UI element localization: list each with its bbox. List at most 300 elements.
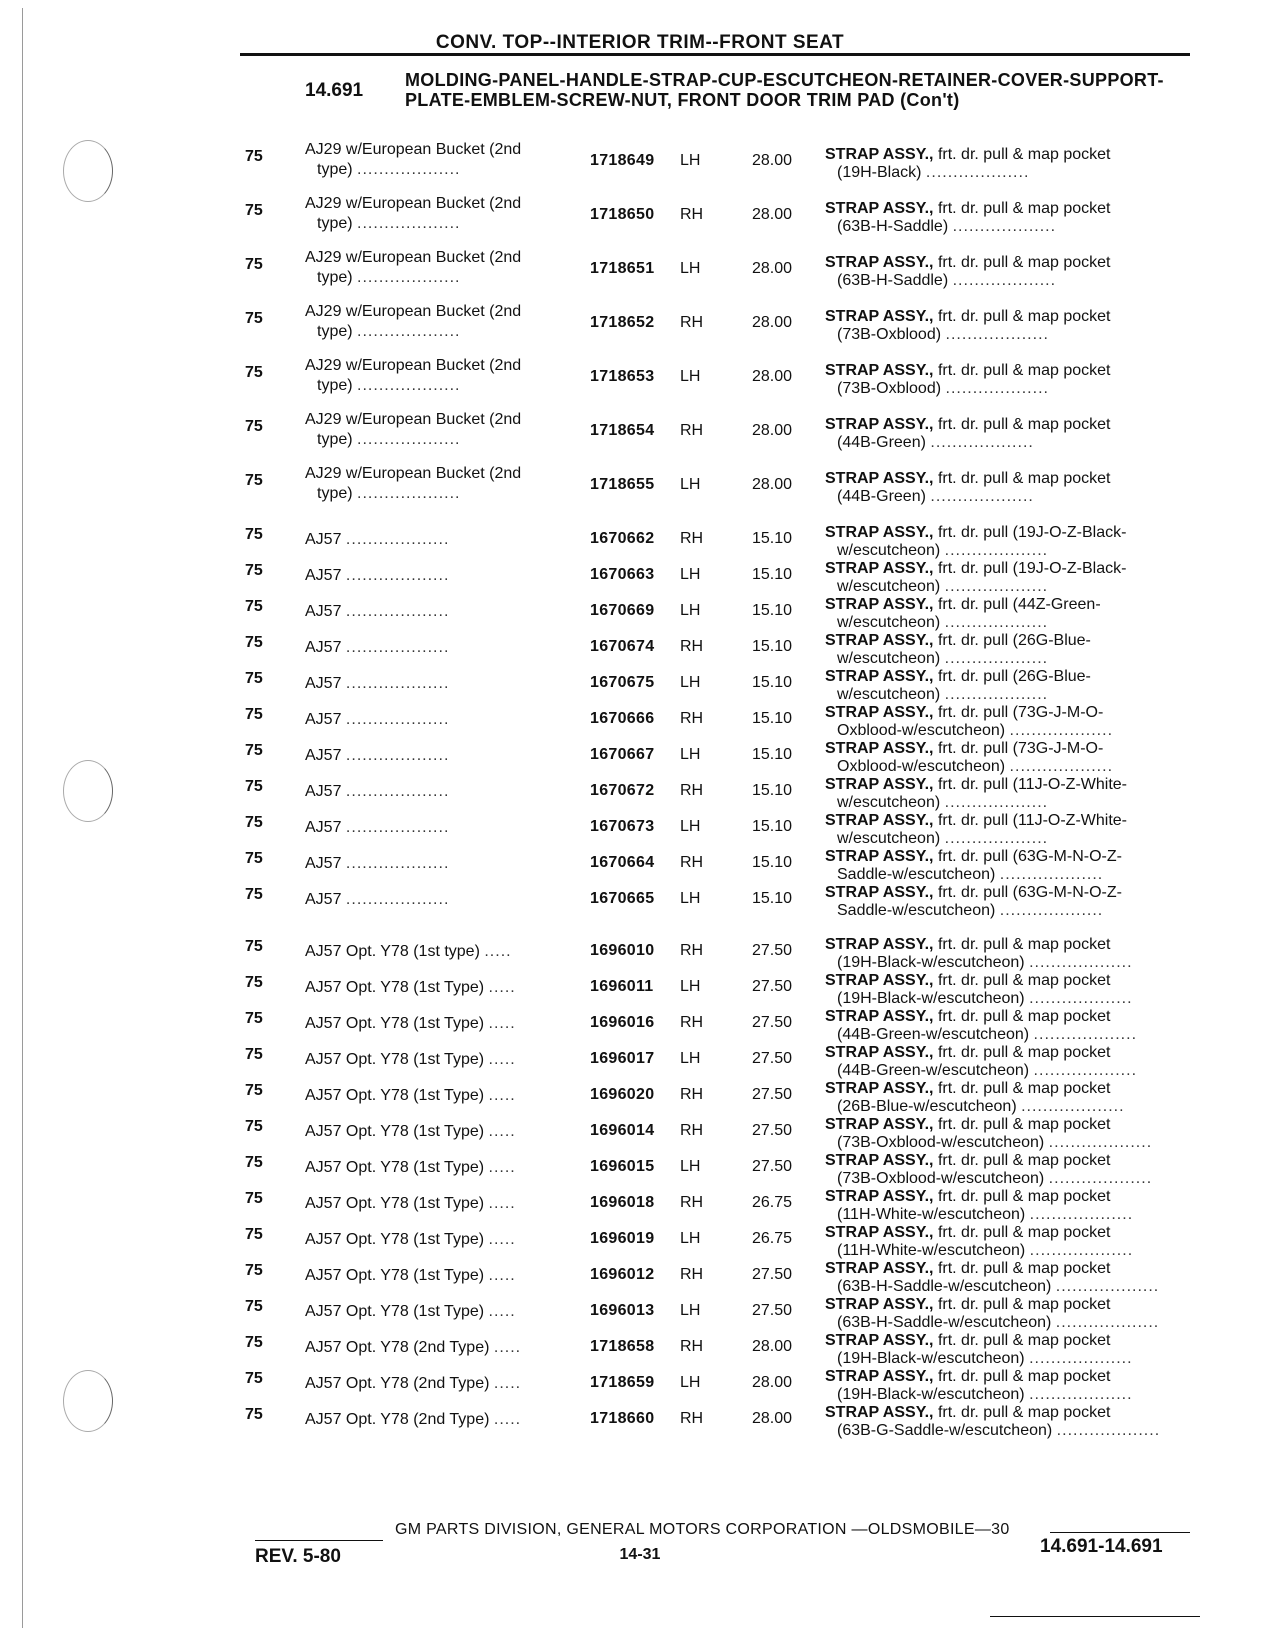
- side-cell: LH: [680, 1158, 701, 1175]
- description-text: frt. dr. pull & map pocket: [937, 254, 1111, 271]
- description-prefix: STRAP ASSY.,: [825, 560, 934, 577]
- price-cell: 27.50: [752, 978, 793, 995]
- model-text: type): [317, 269, 353, 286]
- part-number: 1718658: [590, 1338, 655, 1355]
- dot-leader: ...................: [345, 675, 450, 692]
- part-number: 1670662: [590, 530, 655, 547]
- description-line-2: [825, 434, 1200, 452]
- dot-leader: ...................: [945, 326, 1049, 343]
- price-cell: 28.00: [752, 152, 793, 169]
- model-line: [305, 734, 575, 766]
- description-line: [825, 1260, 1200, 1278]
- table-row: [0, 1002, 1280, 1042]
- model-cell: [305, 1290, 575, 1322]
- quantity-cell: 75: [245, 1046, 263, 1063]
- description-line: [825, 254, 1200, 272]
- part-number: 1718653: [590, 368, 655, 385]
- model-cell: [305, 930, 575, 962]
- table-row: [0, 930, 1280, 970]
- side-cell: RH: [680, 1194, 704, 1211]
- model-cell: [305, 1326, 575, 1358]
- dot-leader: ...................: [952, 218, 1057, 235]
- side-cell: LH: [680, 1302, 701, 1319]
- price-cell: 15.10: [752, 746, 793, 763]
- description-prefix: STRAP ASSY.,: [825, 1008, 934, 1025]
- description-line-2: [825, 164, 1200, 182]
- model-text: AJ57 Opt. Y78 (1st Type): [305, 1195, 485, 1212]
- part-number: 1718652: [590, 314, 655, 331]
- model-text: type): [317, 485, 353, 502]
- footer-rule: [255, 1540, 383, 1541]
- model-text: AJ57 Opt. Y78 (2nd Type): [305, 1375, 490, 1392]
- description-text: frt. dr. pull & map pocket: [937, 362, 1111, 379]
- model-text: AJ57 Opt. Y78 (1st type): [305, 943, 480, 960]
- description-prefix: STRAP ASSY.,: [825, 308, 934, 325]
- bottom-rule: [990, 1616, 1200, 1617]
- model-text: AJ57 Opt. Y78 (1st Type): [305, 1231, 485, 1248]
- part-number: 1670663: [590, 566, 655, 583]
- model-cell: [305, 302, 575, 342]
- model-text: AJ57: [305, 675, 342, 692]
- model-line: AJ29 w/European Bucket (2nd: [305, 357, 522, 374]
- model-text: AJ57: [305, 603, 342, 620]
- description-color: (26B-Blue-w/escutcheon): [837, 1098, 1017, 1115]
- price-cell: 28.00: [752, 1338, 793, 1355]
- model-line-2: [305, 430, 575, 450]
- description-text: frt. dr. pull & map pocket: [937, 416, 1111, 433]
- model-cell: [305, 1362, 575, 1394]
- model-text: AJ57 Opt. Y78 (1st Type): [305, 979, 485, 996]
- description-cell: [825, 200, 1200, 236]
- model-text: AJ57 Opt. Y78 (1st Type): [305, 1303, 485, 1320]
- quantity-cell: 75: [245, 418, 263, 435]
- side-cell: RH: [680, 314, 704, 331]
- description-text: frt. dr. pull & map pocket: [937, 1008, 1111, 1025]
- dot-leader: ...................: [1029, 1242, 1134, 1259]
- part-number: 1718660: [590, 1410, 655, 1427]
- description-line: [825, 308, 1200, 326]
- description-color: (19H-Black-w/escutcheon): [837, 1386, 1025, 1403]
- part-number: 1696010: [590, 942, 655, 959]
- part-number: 1696020: [590, 1086, 655, 1103]
- price-cell: 27.50: [752, 942, 793, 959]
- price-cell: 15.10: [752, 818, 793, 835]
- model-line: AJ29 w/European Bucket (2nd: [305, 303, 522, 320]
- dot-leader: ...................: [345, 819, 450, 836]
- model-cell: [305, 1146, 575, 1178]
- description-color: (19H-Black): [837, 164, 922, 181]
- model-cell: [305, 698, 575, 730]
- part-number: 1718655: [590, 476, 655, 493]
- part-number: 1696019: [590, 1230, 655, 1247]
- dot-leader: ...................: [345, 711, 450, 728]
- description-color: w/escutcheon): [837, 542, 941, 559]
- description-line: [825, 1332, 1200, 1350]
- dot-leader: ...................: [999, 866, 1104, 883]
- dot-leader: ...................: [357, 269, 461, 286]
- model-cell: [305, 770, 575, 802]
- model-line: [305, 1002, 575, 1034]
- dot-leader: ...................: [345, 855, 450, 872]
- model-cell: [305, 590, 575, 622]
- description-prefix: STRAP ASSY.,: [825, 884, 934, 901]
- description-text: frt. dr. pull & map pocket: [937, 470, 1111, 487]
- part-number: 1696016: [590, 1014, 655, 1031]
- quantity-cell: 75: [245, 1010, 263, 1027]
- description-color: (44B-Green-w/escutcheon): [837, 1026, 1030, 1043]
- table-row: [0, 554, 1280, 594]
- table-row: [0, 140, 1280, 180]
- dot-leader: ...................: [345, 531, 450, 548]
- price-cell: 28.00: [752, 1410, 793, 1427]
- description-text: frt. dr. pull & map pocket: [937, 146, 1111, 163]
- description-line: [825, 884, 1200, 902]
- description-line: [825, 848, 1200, 866]
- model-line: [305, 1362, 575, 1394]
- dot-leader: ...................: [1009, 722, 1114, 739]
- model-line: [305, 770, 575, 802]
- model-text: AJ57: [305, 855, 342, 872]
- description-prefix: STRAP ASSY.,: [825, 416, 934, 433]
- quantity-cell: 75: [245, 706, 263, 723]
- table-row: [0, 1398, 1280, 1438]
- table-row: [0, 1074, 1280, 1114]
- description-color: Saddle-w/escutcheon): [837, 866, 996, 883]
- description-color: (19H-Black-w/escutcheon): [837, 990, 1025, 1007]
- description-text: frt. dr. pull (73G-J-M-O-: [937, 704, 1104, 721]
- table-row: [0, 966, 1280, 1006]
- description-prefix: STRAP ASSY.,: [825, 524, 934, 541]
- dot-leader: ...................: [357, 215, 461, 232]
- model-line: [305, 1398, 575, 1430]
- description-line: [825, 1224, 1200, 1242]
- table-row: [0, 590, 1280, 630]
- dot-leader: .....: [488, 1159, 516, 1176]
- dot-leader: ...................: [357, 323, 461, 340]
- price-cell: 15.10: [752, 854, 793, 871]
- table-row: [0, 410, 1280, 450]
- description-line: [825, 560, 1200, 578]
- model-line: [305, 698, 575, 730]
- quantity-cell: 75: [245, 938, 263, 955]
- description-line: [825, 524, 1200, 542]
- description-color: (63B-H-Saddle): [837, 218, 949, 235]
- quantity-cell: 75: [245, 256, 263, 273]
- part-number: 1718651: [590, 260, 655, 277]
- table-row: [0, 770, 1280, 810]
- dot-leader: ...................: [1033, 1026, 1138, 1043]
- quantity-cell: 75: [245, 364, 263, 381]
- side-cell: LH: [680, 368, 701, 385]
- dot-leader: ...................: [345, 603, 450, 620]
- description-color: (63B-H-Saddle-w/escutcheon): [837, 1314, 1052, 1331]
- section-number: 14.691: [305, 80, 364, 101]
- dot-leader: .....: [488, 1123, 516, 1140]
- description-line-2: [825, 272, 1200, 290]
- dot-leader: .....: [493, 1375, 522, 1392]
- part-number: 1670675: [590, 674, 655, 691]
- description-color: w/escutcheon): [837, 614, 941, 631]
- side-cell: LH: [680, 890, 701, 907]
- model-line: [305, 1074, 575, 1106]
- description-line-2: [825, 380, 1200, 398]
- table-row: [0, 1146, 1280, 1186]
- table-row: [0, 1038, 1280, 1078]
- part-number: 1670664: [590, 854, 655, 871]
- table-row: [0, 1290, 1280, 1330]
- description-prefix: STRAP ASSY.,: [825, 1116, 934, 1133]
- price-cell: 15.10: [752, 566, 793, 583]
- table-row: [0, 662, 1280, 702]
- description-text: frt. dr. pull & map pocket: [937, 1296, 1111, 1313]
- price-cell: 15.10: [752, 782, 793, 799]
- dot-leader: ...................: [945, 380, 1049, 397]
- description-cell: [825, 146, 1200, 182]
- description-line: [825, 200, 1200, 218]
- price-cell: 15.10: [752, 890, 793, 907]
- quantity-cell: 75: [245, 634, 263, 651]
- model-line: [305, 590, 575, 622]
- part-number: 1696014: [590, 1122, 655, 1139]
- dot-leader: .....: [488, 1267, 516, 1284]
- model-line: [305, 966, 575, 998]
- dot-leader: .....: [488, 1051, 516, 1068]
- side-cell: RH: [680, 1014, 704, 1031]
- dot-leader: ...................: [1033, 1062, 1138, 1079]
- part-number: 1670669: [590, 602, 655, 619]
- price-cell: 15.10: [752, 710, 793, 727]
- model-cell: [305, 806, 575, 838]
- price-cell: 26.75: [752, 1194, 793, 1211]
- description-prefix: STRAP ASSY.,: [825, 596, 934, 613]
- description-prefix: STRAP ASSY.,: [825, 1404, 934, 1421]
- quantity-cell: 75: [245, 472, 263, 489]
- table-row: [0, 842, 1280, 882]
- table-row: [0, 518, 1280, 558]
- model-cell: [305, 626, 575, 658]
- description-text: frt. dr. pull (19J-O-Z-Black-: [937, 524, 1127, 541]
- description-prefix: STRAP ASSY.,: [825, 1188, 934, 1205]
- dot-leader: ...................: [357, 377, 461, 394]
- description-text: frt. dr. pull (11J-O-Z-White-: [937, 812, 1127, 829]
- dot-leader: ...................: [944, 542, 1049, 559]
- dot-leader: .....: [488, 979, 516, 996]
- description-line: [825, 1080, 1200, 1098]
- model-line: [305, 626, 575, 658]
- side-cell: RH: [680, 782, 704, 799]
- quantity-cell: 75: [245, 1406, 263, 1423]
- model-text: AJ57: [305, 783, 342, 800]
- price-cell: 27.50: [752, 1158, 793, 1175]
- quantity-cell: 75: [245, 778, 263, 795]
- description-line: [825, 776, 1200, 794]
- section-title: MOLDING-PANEL-HANDLE-STRAP-CUP-ESCUTCHEON-RETAINER-COVER-SUPPORT-PLATE-EMBLEM-SCREW-NUT, FRONT DOOR TRIM PAD (Con't): [405, 70, 1164, 110]
- description-prefix: STRAP ASSY.,: [825, 200, 934, 217]
- model-cell: [305, 554, 575, 586]
- description-line: [825, 1152, 1200, 1170]
- description-line: [825, 1008, 1200, 1026]
- model-text: AJ57 Opt. Y78 (2nd Type): [305, 1339, 490, 1356]
- quantity-cell: 75: [245, 1082, 263, 1099]
- model-line: AJ29 w/European Bucket (2nd: [305, 141, 522, 158]
- quantity-cell: 75: [245, 1262, 263, 1279]
- description-line: [825, 596, 1200, 614]
- description-prefix: STRAP ASSY.,: [825, 1368, 934, 1385]
- dot-leader: ...................: [1009, 758, 1114, 775]
- model-line: [305, 1038, 575, 1070]
- description-line: [825, 362, 1200, 380]
- dot-leader: ...................: [357, 485, 461, 502]
- model-line: [305, 806, 575, 838]
- description-text: frt. dr. pull & map pocket: [937, 200, 1111, 217]
- dot-leader: ...................: [1056, 1422, 1161, 1439]
- part-number: 1696018: [590, 1194, 655, 1211]
- dot-leader: ...................: [944, 650, 1049, 667]
- model-text: AJ57 Opt. Y78 (1st Type): [305, 1267, 485, 1284]
- description-line: [825, 1404, 1200, 1422]
- description-text: frt. dr. pull & map pocket: [937, 1224, 1111, 1241]
- description-text: frt. dr. pull (11J-O-Z-White-: [937, 776, 1127, 793]
- side-cell: RH: [680, 1338, 704, 1355]
- model-cell: [305, 842, 575, 874]
- description-text: frt. dr. pull & map pocket: [937, 1116, 1111, 1133]
- description-color: (19H-Black-w/escutcheon): [837, 1350, 1025, 1367]
- side-cell: LH: [680, 476, 701, 493]
- model-line: AJ29 w/European Bucket (2nd: [305, 195, 522, 212]
- model-cell: [305, 1254, 575, 1286]
- model-line: [305, 1146, 575, 1178]
- table-row: [0, 1326, 1280, 1366]
- model-text: AJ57 Opt. Y78 (1st Type): [305, 1159, 485, 1176]
- quantity-cell: 75: [245, 670, 263, 687]
- description-prefix: STRAP ASSY.,: [825, 848, 934, 865]
- description-prefix: STRAP ASSY.,: [825, 632, 934, 649]
- model-line-2: [305, 376, 575, 396]
- table-row: [0, 248, 1280, 288]
- dot-leader: ...................: [1029, 990, 1133, 1007]
- description-prefix: STRAP ASSY.,: [825, 972, 934, 989]
- part-number: 1718659: [590, 1374, 655, 1391]
- side-cell: LH: [680, 566, 701, 583]
- quantity-cell: 75: [245, 1190, 263, 1207]
- description-line: [825, 1296, 1200, 1314]
- description-text: frt. dr. pull (73G-J-M-O-: [937, 740, 1104, 757]
- model-text: type): [317, 161, 353, 178]
- dot-leader: ...................: [944, 578, 1049, 595]
- description-color: (73B-Oxblood-w/escutcheon): [837, 1170, 1045, 1187]
- model-line-2: [305, 484, 575, 504]
- quantity-cell: 75: [245, 814, 263, 831]
- description-prefix: STRAP ASSY.,: [825, 1080, 934, 1097]
- description-color: w/escutcheon): [837, 578, 941, 595]
- dot-leader: ...................: [952, 272, 1057, 289]
- side-cell: LH: [680, 674, 701, 691]
- section-range: 14.691-14.691: [1040, 1536, 1163, 1557]
- side-cell: RH: [680, 422, 704, 439]
- table-row: [0, 302, 1280, 342]
- model-text: type): [317, 431, 353, 448]
- model-cell: [305, 194, 575, 234]
- description-prefix: STRAP ASSY.,: [825, 668, 934, 685]
- part-number: 1718654: [590, 422, 655, 439]
- model-line-2: [305, 268, 575, 288]
- model-text: type): [317, 323, 353, 340]
- part-number: 1670674: [590, 638, 655, 655]
- table-row: [0, 1110, 1280, 1150]
- description-cell: [825, 416, 1200, 452]
- description-prefix: STRAP ASSY.,: [825, 254, 934, 271]
- quantity-cell: 75: [245, 886, 263, 903]
- model-cell: [305, 248, 575, 288]
- description-prefix: STRAP ASSY.,: [825, 704, 934, 721]
- quantity-cell: 75: [245, 1370, 263, 1387]
- price-cell: 27.50: [752, 1266, 793, 1283]
- description-color: (73B-Oxblood-w/escutcheon): [837, 1134, 1045, 1151]
- side-cell: LH: [680, 260, 701, 277]
- description-color: (73B-Oxblood): [837, 326, 942, 343]
- model-cell: [305, 1002, 575, 1034]
- dot-leader: .....: [488, 1231, 516, 1248]
- model-text: AJ57: [305, 531, 342, 548]
- description-color: (11H-White-w/escutcheon): [837, 1206, 1026, 1223]
- description-cell: [825, 470, 1200, 506]
- description-line: [825, 740, 1200, 758]
- price-cell: 28.00: [752, 206, 793, 223]
- description-text: frt. dr. pull & map pocket: [937, 1332, 1111, 1349]
- dot-leader: .....: [493, 1339, 522, 1356]
- description-prefix: STRAP ASSY.,: [825, 1296, 934, 1313]
- footer-publisher: GM PARTS DIVISION, GENERAL MOTORS CORPORATION —OLDSMOBILE—30: [395, 1521, 1010, 1538]
- model-cell: [305, 1218, 575, 1250]
- description-text: frt. dr. pull (63G-M-N-O-Z-: [937, 848, 1122, 865]
- model-line-2: [305, 214, 575, 234]
- side-cell: RH: [680, 206, 704, 223]
- description-text: frt. dr. pull & map pocket: [937, 1044, 1111, 1061]
- model-cell: [305, 966, 575, 998]
- description-text: frt. dr. pull (26G-Blue-: [937, 668, 1091, 685]
- model-line: [305, 930, 575, 962]
- footer-rule: [1050, 1532, 1190, 1533]
- dot-leader: .....: [488, 1195, 516, 1212]
- quantity-cell: 75: [245, 202, 263, 219]
- description-cell: [825, 1404, 1200, 1440]
- dot-leader: ...................: [345, 639, 450, 656]
- description-line: [825, 668, 1200, 686]
- description-line-2: [825, 326, 1200, 344]
- description-prefix: STRAP ASSY.,: [825, 1332, 934, 1349]
- description-color: w/escutcheon): [837, 650, 941, 667]
- table-row: [0, 626, 1280, 666]
- dot-leader: ...................: [930, 434, 1034, 451]
- part-number: 1718650: [590, 206, 655, 223]
- description-color: (19H-Black-w/escutcheon): [837, 954, 1025, 971]
- description-line-2: [825, 488, 1200, 506]
- part-number: 1670673: [590, 818, 655, 835]
- model-text: AJ57 Opt. Y78 (1st Type): [305, 1015, 485, 1032]
- description-line-2: [825, 218, 1200, 236]
- table-row: [0, 734, 1280, 774]
- model-line: [305, 1182, 575, 1214]
- description-prefix: STRAP ASSY.,: [825, 1044, 934, 1061]
- dot-leader: ...................: [944, 686, 1049, 703]
- model-cell: [305, 662, 575, 694]
- model-line: AJ29 w/European Bucket (2nd: [305, 249, 522, 266]
- price-cell: 27.50: [752, 1014, 793, 1031]
- quantity-cell: 75: [245, 1334, 263, 1351]
- side-cell: RH: [680, 854, 704, 871]
- model-cell: [305, 1038, 575, 1070]
- description-prefix: STRAP ASSY.,: [825, 470, 934, 487]
